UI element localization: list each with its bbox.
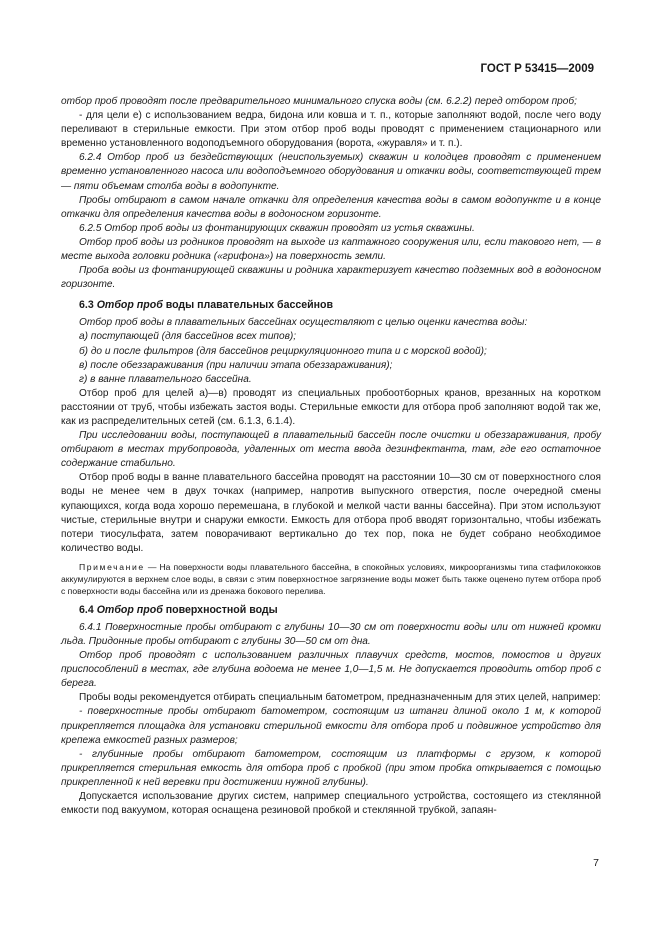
paragraph: - поверхностные пробы отбирают батометром, состоящим из штанги длиной около 1 м, к которой прикрепляется площадка для установки стерильной емкости для отбора проб и подвижное устройство для крепежа емкостей разных размеров; (61, 706, 601, 746)
section-heading-emphasis: Отбор проб (96, 299, 163, 312)
list-item: б) до и после фильтров (для бассейнов рециркуляционного типа и с морской водой); (79, 345, 487, 357)
paragraph: Отбор проб проводят с использованием различных плавучих средств, мостов, помостов и других приспособлений в местах, где глубина водоема не менее 1,0—1,5 м. Не допускается проводить отбор проб с берега. (61, 650, 601, 690)
paragraph: При исследовании воды, поступающей в плавательный бассейн после очистки и обеззараживания, пробу отбирают в местах трубопровода, удаленных от места ввода дезинфектанта, там, где его остаточное содержание стабильно. (61, 430, 601, 470)
paragraph: Допускается использование других систем, например специального устройства, состоящего из стеклянной емкости под вакуумом, которая оснащена резиновой пробкой и стеклянной трубкой, запаян- (61, 791, 601, 817)
list-item: в) после обеззараживания (при наличии этапа обеззараживания); (79, 359, 393, 371)
document-body (61, 95, 601, 818)
paragraph: - для цели е) с использованием ведра, бидона или ковша и т. п., которые заполняют водой, после чего воду переливают в стерильные емкости. При этом отбор проб воды проводят с применением стационарного или временно установленного водоподъемного оборудования (ворота, «журавля» и т. п.). (61, 110, 601, 150)
paragraph: 6.4.1 Поверхностные пробы отбирают с глубины 10—30 см от поверхности воды или от нижней кромки льда. Придонные пробы отбирают с глубины 30—50 см от дна. (61, 621, 601, 647)
paragraph: Пробы воды рекомендуется отбирать специальным батометром, предназначенным для этих целей, например: (79, 692, 601, 704)
paragraph: - глубинные пробы отбирают батометром, состоящим из платформы с грузом, к которой прикрепляется стерильная емкость для отбора проб с пробкой (при этом пробка открывается с помощью прикрепленной к ней веревки при достижении нужной глубины). (61, 748, 601, 788)
paragraph: 6.2.5 Отбор проб воды из фонтанирующих скважин проводят из устья скважины. (79, 222, 475, 234)
section-heading-6-3 (61, 298, 601, 312)
note-label: Примечание (79, 561, 145, 572)
paragraph: Отбор проб воды в плавательных бассейнах осуществляют с целью оценки качества воды: (79, 317, 528, 329)
paragraph: Отбор проб воды из родников проводят на выходе из каптажного сооружения или, если такового нет, — в месте выхода головки родника («грифона») на поверхность земли. (61, 236, 601, 263)
paragraph: Пробы отбирают в самом начале откачки для определения качества воды в самом водопункте и в конце откачки для определения качества воды в водоносном горизонте. (61, 194, 601, 220)
page-number: 7 (593, 857, 599, 869)
section-number: 6.3 (79, 299, 94, 312)
document-header: ГОСТ Р 53415—2009 (480, 63, 594, 75)
paragraph: Отбор проб воды в ванне плавательного бассейна проводят на расстоянии 10—30 см от поверхностного слоя воды не менее чем в двух точках (например, напротив выпускного отверстия, после очередной смены купающихся, когда вода хорошо перемешана, в глубокой и мелкой части ванны бассейна). При этом используют чистые, стерильные внутри и снаружи емкости. Емкость для отбора проб вводят горизонтально, чтобы избежать потери тиосульфата, затем поворачивают вертикально до тех пор, пока не будет собрано необходимое количество воды. (61, 472, 601, 554)
list-item: г) в ванне плавательного бассейна. (79, 373, 252, 385)
section-number: 6.4 (79, 603, 94, 616)
section-heading-6-4 (61, 603, 601, 617)
list-item: а) поступающей (для бассейнов всех типов); (79, 331, 297, 343)
note-text: — На поверхности воды плавательного бассейна, в спокойных условиях, микроорганизмы типа стафилококков аккумулируются в верхнем слое воды, в связи с этим поверхностное загрязнение воды может быть также оценено путем отбора проб с поверхности воды бассейна или из дренажа бокового перелива. (61, 561, 602, 596)
section-heading-text: воды плавательных бассейнов (165, 299, 334, 312)
paragraph: Отбор проб для целей а)—в) проводят из специальных пробоотборных кранов, врезанных на коротком расстоянии от труб, чтобы избежать застоя воды. Стерильные емкости для отбора проб заполняют водой так же, как из распределительных сетей (см. 6.1.3, 6.1.4). (61, 387, 601, 427)
section-heading-emphasis: Отбор проб (96, 603, 163, 616)
paragraph: 6.2.4 Отбор проб из бездействующих (неиспользуемых) скважин и колодцев проводят с применением временно установленного насоса или водоподъемного оборудования и откачки воды, соответствующей трем — пяти объемам столба воды в водопункте. (61, 152, 601, 192)
section-heading-text: поверхностной воды (165, 603, 278, 616)
paragraph: Проба воды из фонтанирующей скважины и родника характеризует качество подземных вод в водоносном горизонте. (61, 265, 601, 291)
paragraph: отбор проб проводят после предварительного минимального спуска воды (см. 6.2.2) перед отбором проб; (61, 96, 577, 107)
note (61, 561, 601, 597)
